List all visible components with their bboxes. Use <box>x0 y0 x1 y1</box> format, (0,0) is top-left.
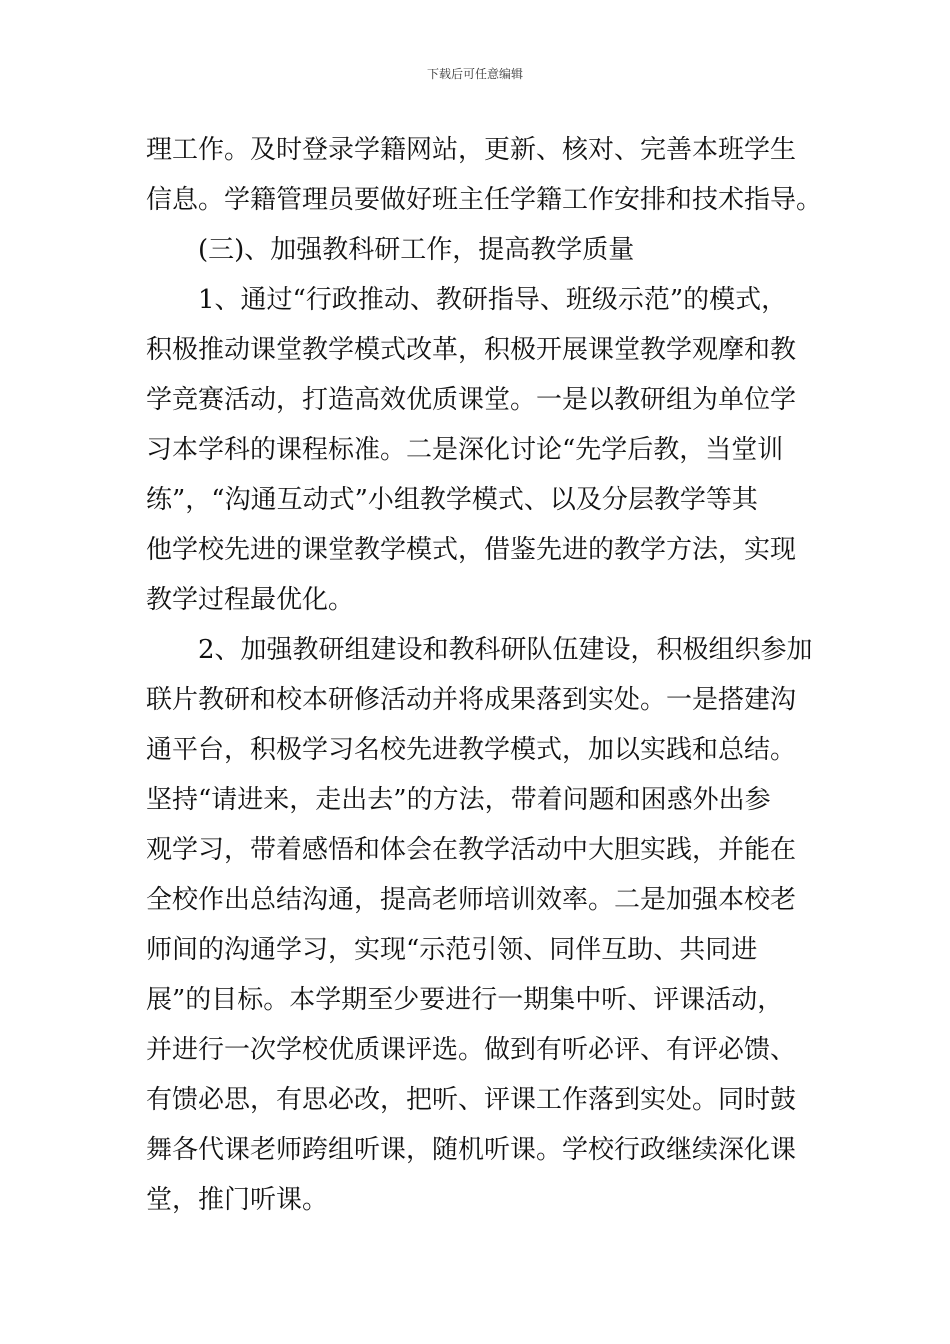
paragraph-line: 并进行一次学校优质课评选。做到有听必评、有评必馈、 <box>146 1035 797 1065</box>
paragraph-line: 通平台，积极学习名校先进教学模式，加以实践和总结。 <box>146 735 797 765</box>
paragraph-line: 全校作出总结沟通，提高老师培训效率。二是加强本校老 <box>146 885 797 915</box>
paragraph-line: 联片教研和校本研修活动并将成果落到实处。一是搭建沟 <box>146 685 797 715</box>
paragraph-line: 1、通过“行政推动、教研指导、班级示范”的模式， <box>198 285 788 315</box>
paragraph-line: 教学过程最优化。 <box>146 585 355 615</box>
paragraph-line: 有馈必思，有思必改，把听、评课工作落到实处。同时鼓 <box>146 1085 797 1115</box>
paragraph-line: 理工作。及时登录学籍网站，更新、核对、完善本班学生 <box>146 135 797 165</box>
paragraph-line: 信息。学籍管理员要做好班主任学籍工作安排和技术指导。 <box>146 185 823 215</box>
paragraph-line: 积极推动课堂教学模式改革，积极开展课堂教学观摩和教 <box>146 335 797 365</box>
paragraph-line: 观学习，带着感悟和体会在教学活动中大胆实践，并能在 <box>146 835 797 865</box>
paragraph-line: 舞各代课老师跨组听课，随机听课。学校行政继续深化课 <box>146 1135 797 1165</box>
paragraph-line: 师间的沟通学习，实现“示范引领、同伴互助、共同进 <box>146 935 758 965</box>
paragraph-line: 学竞赛活动，打造高效优质课堂。一是以教研组为单位学 <box>146 385 797 415</box>
paragraph-line: 习本学科的课程标准。二是深化讨论“先学后教，当堂训 <box>146 435 784 465</box>
paragraph-line: 展”的目标。本学期至少要进行一期集中听、评课活动， <box>146 985 784 1015</box>
paragraph-line: 堂，推门听课。 <box>146 1185 329 1215</box>
paragraph-line: 他学校先进的课堂教学模式，借鉴先进的教学方法，实现 <box>146 535 797 565</box>
page-header-note: 下载后可任意编辑 <box>426 67 523 81</box>
paragraph-line: 练”，“沟通互动式”小组教学模式、以及分层教学等其 <box>146 485 758 515</box>
section-heading: (三)、加强教科研工作，提高教学质量 <box>198 235 635 265</box>
paragraph-line: 2、加强教研组建设和教科研队伍建设，积极组织参加 <box>198 635 813 665</box>
paragraph-line: 坚持“请进来，走出去”的方法，带着问题和困惑外出参 <box>146 785 771 815</box>
